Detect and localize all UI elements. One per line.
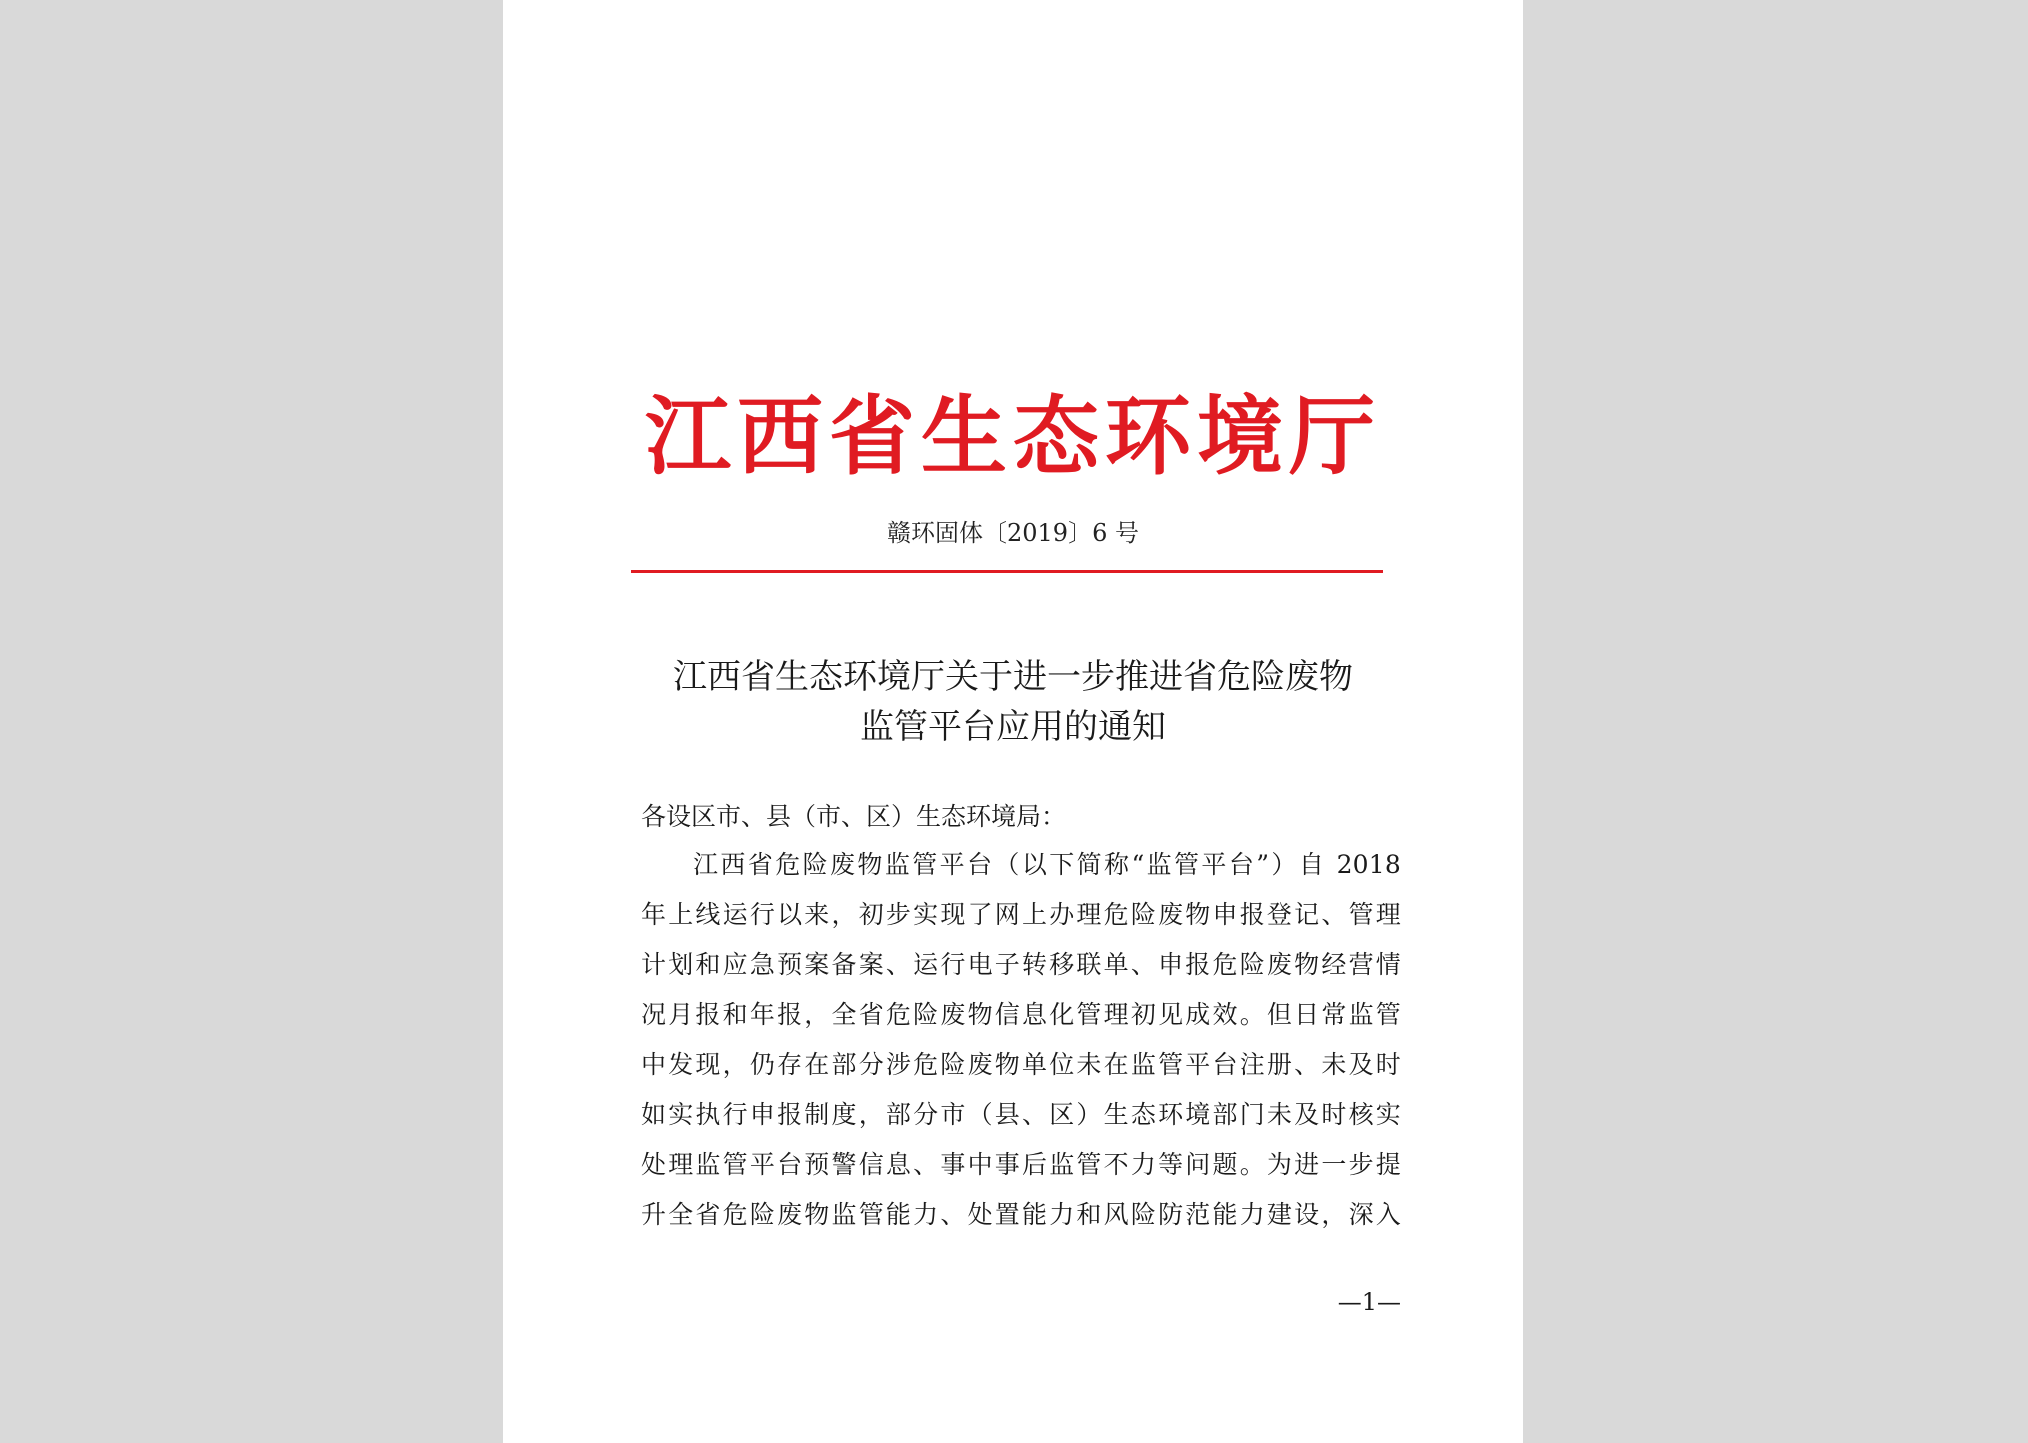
body-line: 江西省危险废物监管平台（以下简称“监管平台”）自 2018 (693, 850, 1401, 879)
organization-title: 江西省生态环境厅 (645, 387, 1381, 487)
body-line: 中发现，仍存在部分涉危险废物单位未在监管平台注册、未及时 (641, 1050, 1401, 1079)
body-paragraph (641, 848, 1401, 1248)
body-line: 况月报和年报，全省危险废物信息化管理初见成效。但日常监管 (641, 1000, 1401, 1029)
body-line: 处理监管平台预警信息、事中事后监管不力等问题。为进一步提 (641, 1150, 1401, 1179)
notice-title-line-2: 监管平台应用的通知 (860, 707, 1166, 747)
body-line: 升全省危险废物监管能力、处置能力和风险防范能力建设，深入 (641, 1200, 1401, 1229)
body-line: 年上线运行以来，初步实现了网上办理危险废物申报登记、管理 (641, 900, 1401, 929)
document-number: 赣环固体〔2019〕6 号 (887, 519, 1139, 547)
body-line: 如实执行申报制度，部分市（县、区）生态环境部门未及时核实 (641, 1100, 1401, 1129)
page-number: —1— (1337, 1288, 1401, 1316)
red-divider-line (631, 570, 1383, 573)
salutation: 各设区市、县（市、区）生态环境局： (641, 802, 1067, 831)
notice-title (503, 652, 1523, 752)
document-page (503, 0, 1523, 1443)
body-line: 计划和应急预案备案、运行电子转移联单、申报危险废物经营情 (641, 950, 1401, 979)
notice-title-line-1: 江西省生态环境厅关于进一步推进省危险废物 (673, 657, 1353, 697)
